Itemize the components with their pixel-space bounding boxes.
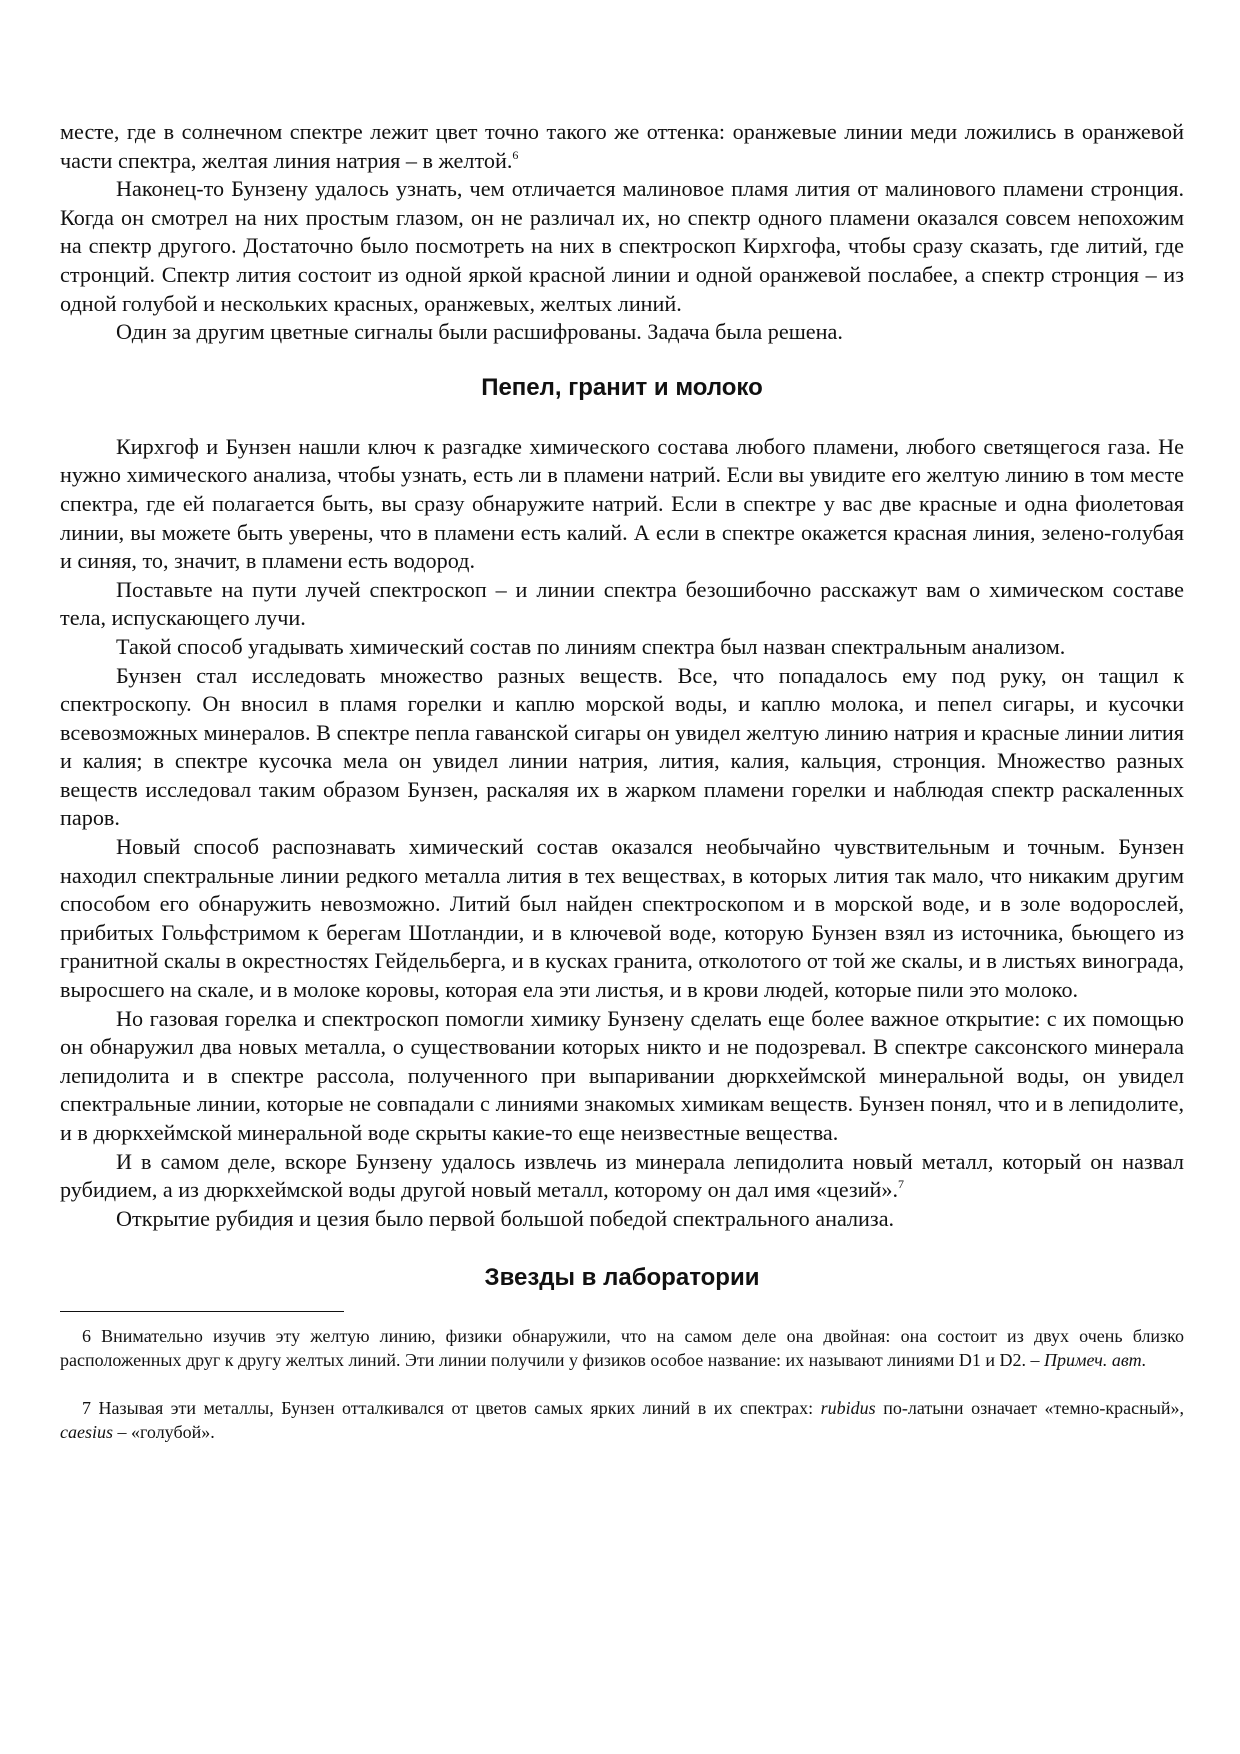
footnote-ref-7[interactable]: 7 [898, 1177, 904, 1192]
paragraph: И в самом деле, вскоре Бунзену удалось извлечь из минерала лепидолита новый металл, который он назвал рубидием, а из дюркхеймской воды другой новый металл, которому он дал имя «цезий».$^7$ [60, 1148, 1184, 1203]
document-page [60, 118, 1184, 1444]
paragraph: Один за другим цветные сигналы были расшифрованы. Задача была решена. [116, 319, 843, 345]
paragraph: Поставьте на пути лучей спектроскоп – и линии спектра безошибочно расскажут вам о химическом составе тела, испускающего лучи. [60, 576, 1184, 631]
paragraph: Такой способ угадывать химический состав по линиям спектра был назван спектральным анализом. [116, 633, 1066, 659]
footnote-ref-6[interactable]: 6 [512, 147, 519, 162]
footnotes [60, 1324, 1184, 1444]
section-heading: Звезды в лаборатории [484, 1264, 760, 1292]
paragraph: Наконец-то Бунзену удалось узнать, чем отличается малиновое пламя лития от малинового пламени стронция. Когда он смотрел на них простым глазом, он не различал их, но спектр одного пламени оказался совсем непохожим на спектр другого. Достаточно было посмотреть на них в спектроскоп Кирхгофа, чтобы сразу сказать, где литий, где стронций. Спектр лития состоит из одной яркой красной линии и одной оранжевой послабее, а спектр стронция – из одной голубой и нескольких красных, оранжевых, желтых линий. [60, 176, 1184, 316]
paragraph: Кирхгоф и Бунзен нашли ключ к разгадке химического состава любого пламени, любого светящегося газа. Не нужно химического анализа, чтобы узнать, есть ли в пламени натрий. Если вы увидите его желтую линию в том месте спектра, где ей полагается быть, вы сразу обнаружите натрий. Если в спектре у вас две красные и одна фиолетовая линии, вы можете быть уверены, что в пламени есть калий. А если в спектре окажется красная линия, зелено-голубая и синяя, то, значит, в пламени есть водород. [60, 433, 1184, 574]
paragraph: месте, где в солнечном спектре лежит цвет точно такого же оттенка: оранжевые линии меди ложились в оранжевой части спектра, желтая линия натрия – в желтой.$^6$ [60, 119, 1184, 173]
paragraph: Открытие рубидия и цезия было первой большой победой спектрального анализа. [116, 1205, 895, 1231]
footnote-divider [60, 1311, 344, 1312]
footnote-6: 6 Внимательно изучив эту желтую линию, физики обнаружили, что на самом деле она двойная: она состоит из двух очень близко расположенных друг к другу желтых линий. Эти линии получили у физиков особое название: их называют линиями D1 и D2. – Примеч. авт. [60, 1326, 1184, 1371]
footnote-7: 7 Называя эти металлы, Бунзен отталкивался от цветов самых ярких линий в их спектрах: rubidus по-латыни означает «темно-красный», caesius – «голубой». [60, 1398, 1184, 1443]
section-heading: Пепел, гранит и молоко [481, 373, 763, 401]
paragraph: Бунзен стал исследовать множество разных веществ. Все, что попадалось ему под руку, он тащил к спектроскопу. Он вносил в пламя горелки и каплю морской воды, и каплю молока, и пепел сигары, и кусочки всевозможных минералов. В спектре пепла гаванской сигары он увидел желтую линию натрия и красные линии лития и калия; в спектре кусочка мела он увидел линии натрия, лития, калия, кальция, стронция. Множество разных веществ исследовал таким образом Бунзен, раскаляя их в жарком пламени горелки и наблюдая спектр раскаленных паров. [60, 662, 1184, 831]
paragraph: Новый способ распознавать химический состав оказался необычайно чувствительным и точным. Бунзен находил спектральные линии редкого металла лития в тех веществах, в которых лития так мало, что никаким другим способом его обнаружить невозможно. Литий был найден спектроскопом и в морской воде, и в золе водорослей, прибитых Гольфстримом к берегам Шотландии, и в ключевой воде, которую Бунзен взял из источника, бьющего из гранитной скалы в окрестностях Гейдельберга, и в кусках гранита, отколотого от той же скалы, и в листьях винограда, выросшего на скале, и в молоке коровы, которая ела эти листья, и в крови людей, которые пили это молоко. [60, 834, 1184, 1003]
paragraph: Но газовая горелка и спектроскоп помогли химику Бунзену сделать еще более важное открытие: с их помощью он обнаружил два новых металла, о существовании которых никто и не подозревал. В спектре саксонского минерала лепидолита и в спектре рассола, полученного при выпаривании дюркхеймской минеральной воды, он увидел спектральные линии, которые не совпадали с линиями знакомых химикам веществ. Бунзен понял, что и в лепидолите, и в дюркхеймской минеральной воде скрыты какие-то еще неизвестные вещества. [60, 1005, 1184, 1145]
